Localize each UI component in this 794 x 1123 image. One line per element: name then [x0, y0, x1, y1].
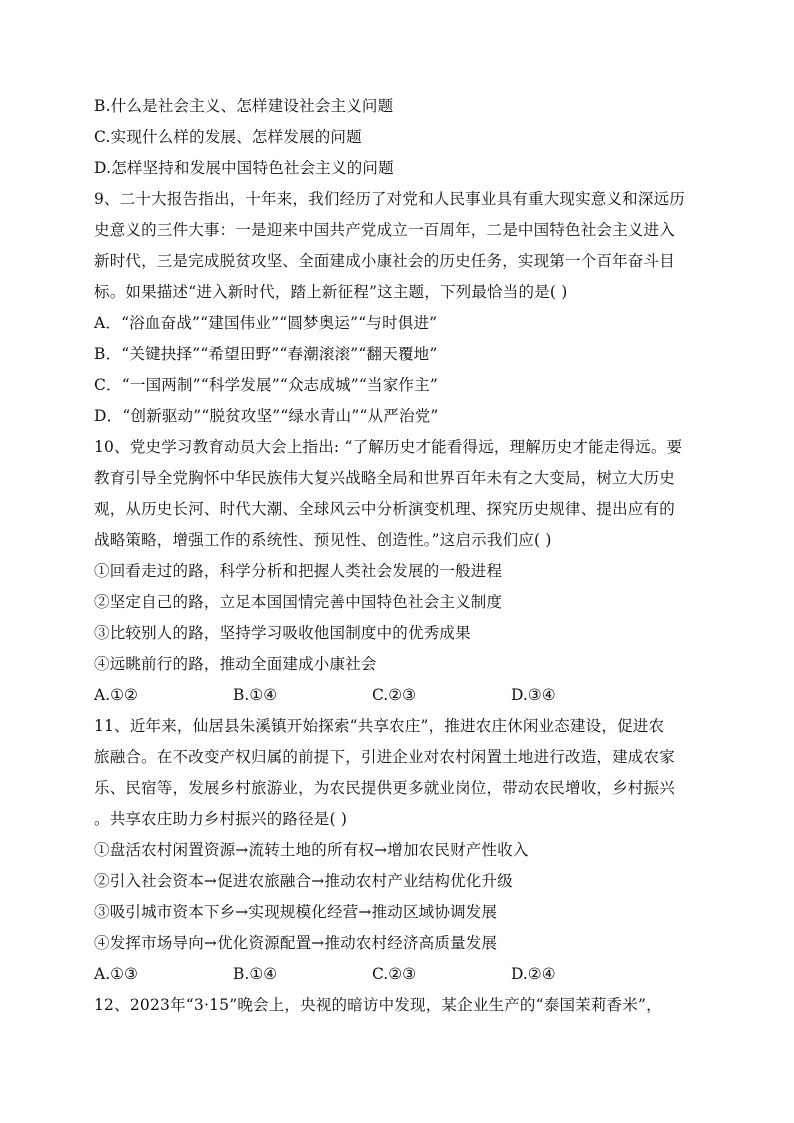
q10-text-line-4: 战略策略，增强工作的系统性、预见性、创造性。”这启示我们应( ) — [94, 531, 552, 549]
q11-choice-a: A.①③ — [94, 965, 138, 983]
q9-text-line-4: 标。如果描述“进入新时代，踏上新征程”这主题，下列最恰当的是( ) — [94, 283, 568, 301]
q10-choice-c: C.②③ — [372, 686, 417, 704]
q11-statement-1: ①盘活农村闲置资源→流转土地的所有权→增加农民财产性收入 — [94, 841, 529, 859]
q11-statement-2: ②引入社会资本→促进农旅融合→推动农村产业结构优化升级 — [94, 872, 513, 890]
q11-statement-4: ④发挥市场导向→优化资源配置→推动农村经济高质量发展 — [94, 934, 498, 952]
q10-statement-4: ④远眺前行的路，推动全面建成小康社会 — [94, 655, 377, 673]
q9-text-line-1: 9、二十大报告指出，十年来，我们经历了对党和人民事业具有重大现实意义和深远历 — [94, 190, 685, 208]
q11-text-line-2: 旅融合。在不改变产权归属的前提下，引进企业对农村闲置土地进行改造，建成农家 — [94, 748, 675, 766]
q10-statement-1: ①回看走过的路，科学分析和把握人类社会发展的一般进程 — [94, 562, 503, 580]
q10-choice-d: D.③④ — [511, 686, 556, 704]
q10-text-line-1: 10、党史学习教育动员大会上指出: “了解历史才能看得远，理解历史才能走得远。要 — [94, 438, 683, 456]
q8-option-c: C.实现什么样的发展、怎样发展的问题 — [94, 128, 362, 146]
q9-option-c: C．“一国两制”“科学发展”“众志成城”“当家作主” — [94, 376, 438, 394]
q10-choice-b: B.①④ — [233, 686, 278, 704]
q10-statement-3: ③比较别人的路，坚持学习吸收他国制度中的优秀成果 — [94, 624, 471, 642]
q11-choice-b: B.①④ — [233, 965, 278, 983]
q9-text-line-3: 新时代，三是完成脱贫攻坚、全面建成小康社会的历史任务，实现第一个百年奋斗目 — [94, 252, 675, 270]
q8-option-d: D.怎样坚持和发展中国特色社会主义的问题 — [94, 159, 394, 177]
q10-statement-2: ②坚定自己的路，立足本国国情完善中国特色社会主义制度 — [94, 593, 503, 611]
q10-text-line-2: 教育引导全党胸怀中华民族伟大复兴战略全局和世界百年未有之大变局，树立大历史 — [94, 469, 675, 487]
q10-text-line-3: 观，从历史长河、时代大潮、全球风云中分析演变机理、探究历史规律、提出应有的 — [94, 500, 675, 518]
q9-option-d: D．“创新驱动”“脱贫攻坚”“绿水青山”“从严治党” — [94, 407, 439, 425]
q8-option-b: B.什么是社会主义、怎样建设社会主义问题 — [94, 97, 394, 115]
q10-choice-a: A.①② — [94, 686, 138, 704]
q9-text-line-2: 史意义的三件大事：一是迎来中国共产党成立一百周年，二是中国特色社会主义进入 — [94, 221, 675, 239]
q11-text-line-1: 11、近年来，仙居县朱溪镇开始探索“共享农庄”，推进农庄休闲业态建设，促进农 — [94, 717, 665, 735]
q11-text-line-4: 。共享农庄助力乡村振兴的路径是( ) — [94, 810, 348, 828]
q11-choice-d: D.②④ — [511, 965, 556, 983]
q11-choice-c: C.②③ — [372, 965, 417, 983]
q11-statement-3: ③吸引城市资本下乡→实现规模化经营→推动区域协调发展 — [94, 903, 498, 921]
q9-option-a: A．“浴血奋战”“建国伟业”“圆梦奥运”“与时俱进” — [94, 314, 438, 332]
q11-text-line-3: 乐、民宿等，发展乡村旅游业，为农民提供更多就业岗位，带动农民增收，乡村振兴 — [94, 779, 675, 797]
q9-option-b: B．“关键抉择”“希望田野”“春潮滚滚”“翻天覆地” — [94, 345, 438, 363]
q12-text-line-1: 12、2023年“3·15”晚会上，央视的暗访中发现，某企业生产的“泰国茉莉香米”， — [94, 996, 662, 1014]
